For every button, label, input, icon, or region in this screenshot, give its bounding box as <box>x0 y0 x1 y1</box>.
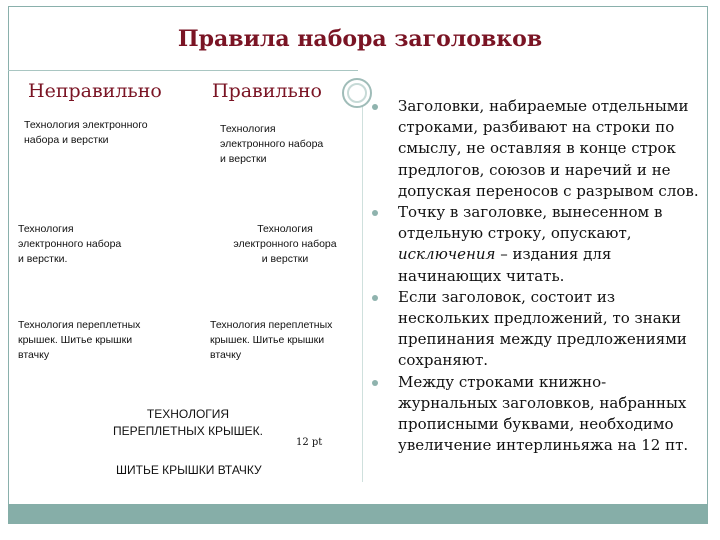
rule-text-before: Точку в заголовке, вынесенном в отдельную строку, опускают, <box>398 203 663 243</box>
wrong-sample-3: Технология переплетных крышек. Шитье крышки втачку <box>18 319 141 361</box>
bullet-icon <box>372 104 378 110</box>
rules-list <box>372 96 702 456</box>
right-sample-2: Технология электронного набора и верстки <box>233 223 337 265</box>
slide-bottom-bar <box>8 504 708 524</box>
bullet-icon <box>372 210 378 216</box>
rule-item <box>372 372 702 457</box>
rule-text: Если заголовок, состоит из нескольких предложений, то знаки препинания между предложениями сохраняют. <box>398 287 687 370</box>
bullet-icon <box>372 380 378 386</box>
wrong-column-header: Неправильно <box>28 80 162 102</box>
caps-subtitle-sample: ШИТЬЕ КРЫШКИ ВТАЧКУ <box>116 463 262 477</box>
right-column-header: Правильно <box>212 80 322 102</box>
column-divider <box>362 92 363 482</box>
rule-text-after: – издания для начинающих читать. <box>398 245 612 285</box>
right-sample-3: Технология переплетных крышек. Шитье крышки втачку <box>210 319 333 361</box>
caps-title-sample: ТЕХНОЛОГИЯ ПЕРЕПЛЕТНЫХ КРЫШЕК. <box>112 407 264 438</box>
wrong-sample-1: Технология электронного набора и верстки <box>24 119 148 146</box>
ring-ornament-icon <box>342 78 372 108</box>
rule-text: Заголовки, набираемые отдельными строками, разбивают на строки по смыслу, не оставляя в конце строк предлогов, союзов и наречий и не допуская переносов с разрывом слов. <box>398 97 699 200</box>
rule-item <box>372 96 702 202</box>
spacing-label: 12 pt <box>296 437 323 448</box>
rule-text-italic: исключения <box>398 245 496 264</box>
rule-text: Между строками книжно-журнальных заголовков, набранных прописными буквами, необходимо увеличение интерлиньяжа на 12 пт. <box>398 372 689 455</box>
rule-item <box>372 287 702 372</box>
bullet-icon <box>372 295 378 301</box>
header-divider <box>8 70 358 71</box>
slide-title: Правила набора заголовков <box>177 26 543 52</box>
rule-item <box>372 202 702 287</box>
right-sample-1: Технология электронного набора и верстки <box>220 123 324 165</box>
wrong-sample-2: Технология электронного набора и верстки. <box>18 223 122 265</box>
